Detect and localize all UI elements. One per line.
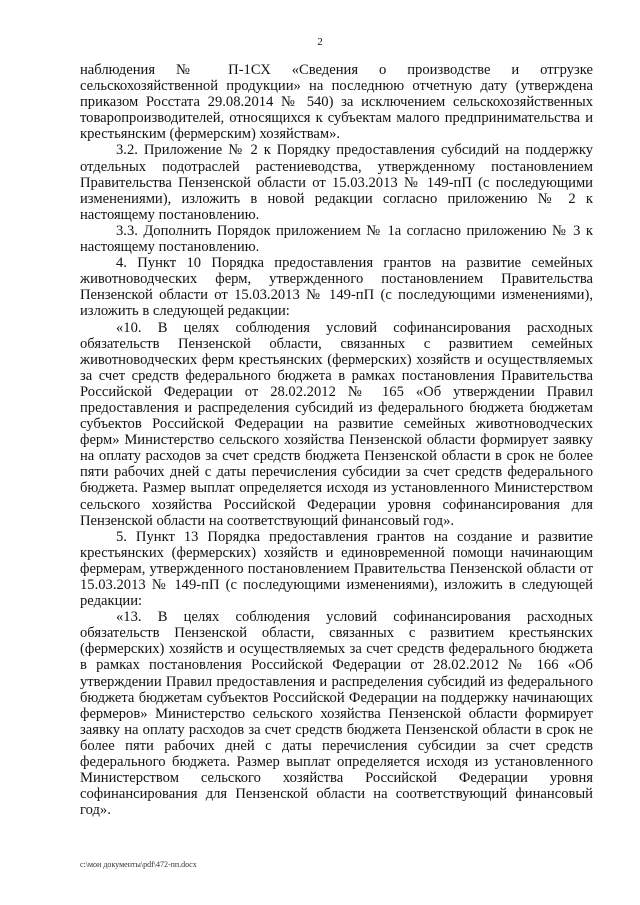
paragraph-continuation: наблюдения № П-1СХ «Сведения о производстве и отгрузке сельскохозяйственной продукции» на последнюю отчетную дату (утверждена приказом Росстата 29.08.2014 № 540) за исключением сельскохозяйственных товаропроизводителей, относящихся к субъектам малого предпринимательства и крестьянским (фермерским) хозяйствам». [80, 62, 593, 143]
paragraph-3-3: 3.3. Дополнить Порядок приложением № 1а согласно приложению № 3 к настоящему постановлению. [80, 222, 593, 256]
paragraph-3-2: 3.2. Приложение № 2 к Порядку предоставления субсидий на поддержку отдельных подотраслей растениеводства, утвержденному постановлением Правительства Пензенской области от 15.03.2013 № 149-пП (с последующими изменениями), изложить в новой редакции согласно приложению № 2 к настоящему постановлению. [80, 142, 593, 223]
paragraph-5-quote: «13. В целях соблюдения условий софинансирования расходных обязательств Пензенской области, связанных с развитием крестьянских (фермерских) хозяйств и осуществляемых за счет средств федерального бюджета в рамках постановления Российской Федерации от 28.02.2012 № 166 «Об утверждении Правил предоставления и распределения субсидий из федерального бюджета бюджетам субъектов Российской Федерации на поддержку начинающих фермеров» Министерство сельского хозяйства Пензенской области формирует заявку на оплату расходов за счет средств бюджета Пензенской области в срок не более пяти рабочих дней с даты перечисления субсидии за счет средств федерального бюджета. Размер выплат определяется исходя из установленного Министерством сельского хозяйства Российской Федерации уровня софинансирования для Пензенской области на соответствующий финансовый год». [80, 609, 593, 819]
page-number: 2 [317, 36, 323, 48]
paragraph-5: 5. Пункт 13 Порядка предоставления грантов на создание и развитие крестьянских (фермерских) хозяйств и единовременной помощи начинающим фермерам, утвержденного постановлением Правительства Пензенской области от 15.03.2013 № 149-пП (с последующими изменениями), изложить в следующей редакции: [80, 528, 593, 610]
footer-file-path: c:\мои документы\pdf\472-пп.docx [80, 860, 197, 869]
document-body [80, 62, 593, 818]
paragraph-4: 4. Пункт 10 Порядка предоставления грантов на развитие семейных животноводческих ферм, утвержденного постановлением Правительства Пензенской области от 15.03.2013 № 149-пП (с последующими изменениями), изложить в следующей редакции: [80, 255, 593, 320]
paragraph-4-quote: «10. В целях соблюдения условий софинансирования расходных обязательств Пензенской области, связанных с развитием семейных животноводческих ферм крестьянских (фермерских) хозяйств и осуществляемых за счет средств федерального бюджета в рамках постановления Правительства Российской Федерации от 28.02.2012 № 165 «Об утверждении Правил предоставления и распределения субсидий из федерального бюджета бюджетам субъектов Российской Федерации на развитие семейных животноводческих ферм» Министерство сельского хозяйства Пензенской области формирует заявку на оплату расходов за счет средств бюджета Пензенской области в срок не более пяти рабочих дней с даты перечисления субсидии за счет средств федерального бюджета. Размер выплат определяется исходя из установленного Министерством сельского хозяйства Российской Федерации уровня софинансирования для Пензенской области на соответствующий финансовый год». [80, 319, 593, 529]
